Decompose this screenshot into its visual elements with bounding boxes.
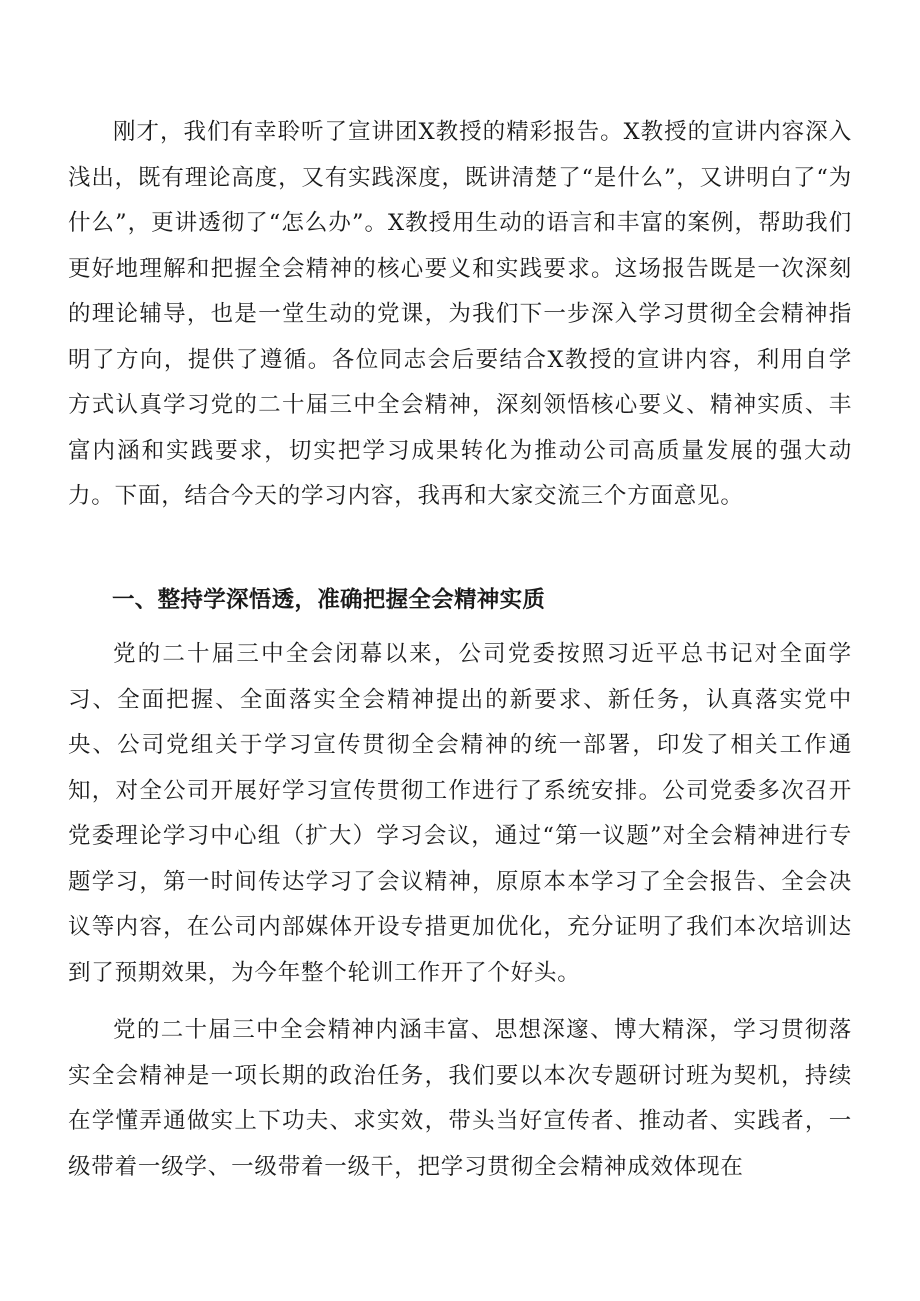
section-heading-1: 一、整持学深悟透，准确把握全会精神实质 [112, 587, 546, 613]
body-paragraph-section-1-a: 党的二十届三中全会闭幕以来，公司党委按照习近平总书记对全面学习、全面把握、全面落实全会精神提出的新要求、新任务，认真落实党中央、公司党组关于学习宣传贯彻全会精神的统一部署，印发了相关工作通知，对全公司开展好学习宣传贯彻工作进行了系统安排。公司党委多次召开党委理论学习中心组（扩大）学习会议，通过“第一议题”对全会精神进行专题学习，第一时间传达学习了会议精神，原原本本学习了全会报告、全会决议等内容，在公司内部媒体开设专措更加优化，充分证明了我们本次培训达到了预期效果，为今年整个轮训工作开了个好头。 [68, 641, 852, 986]
body-paragraph-section-1-b: 党的二十届三中全会精神内涵丰富、思想深邃、博大精深，学习贯彻落实全会精神是一项长期的政治任务，我们要以本次专题研讨班为契机，持续在学懂弄通做实上下功夫、求实效，带头当好宣传者、推动者、实践者，一级带着一级学、一级带着一级干，把学习贯彻全会精神成效体现在 [68, 1017, 852, 1180]
body-paragraph-intro: 刚才，我们有幸聆听了宣讲团X教授的精彩报告。X教授的宣讲内容深入浅出，既有理论高度，又有实践深度，既讲清楚了“是什么”，又讲明白了“为什么”，更讲透彻了“怎么办”。X教授用生动的语言和丰富的案例，帮助我们更好地理解和把握全会精神的核心要义和实践要求。这场报告既是一次深刻的理论辅导，也是一堂生动的党课，为我们下一步深入学习贯彻全会精神指明了方向，提供了遵循。各位同志会后要结合X教授的宣讲内容，利用自学方式认真学习党的二十届三中全会精神，深刻领悟核心要义、精神实质、丰富内涵和实践要求，切实把学习成果转化为推动公司高质量发展的强大动力。下面，结合今天的学习内容，我再和大家交流三个方面意见。 [68, 119, 852, 509]
